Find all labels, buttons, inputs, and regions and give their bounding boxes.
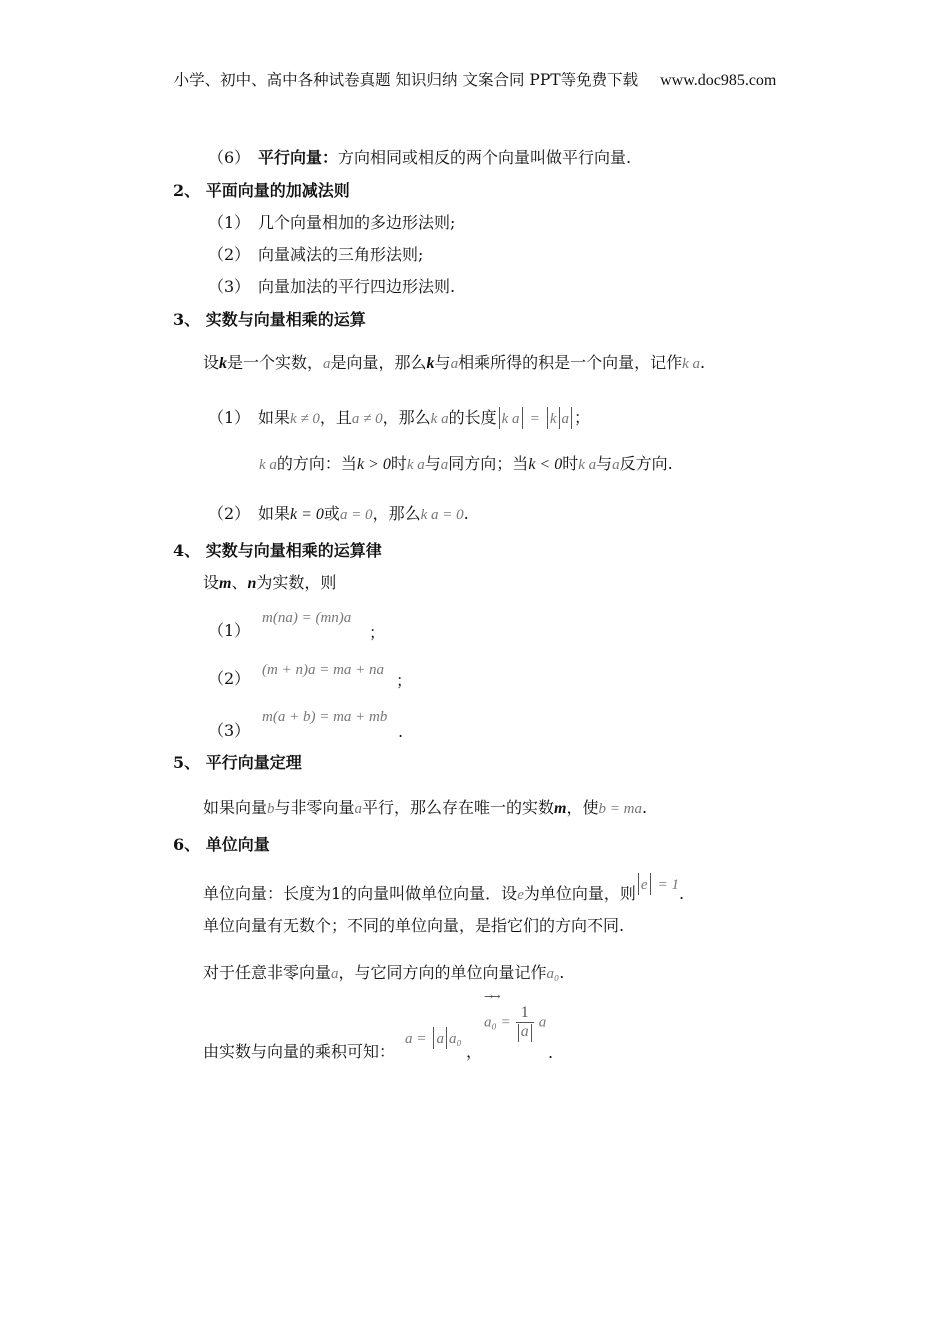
- s4-law-2: [208, 669, 258, 689]
- fraction: [516, 1004, 534, 1042]
- math-lhs: a₀ =: [484, 1014, 511, 1031]
- formula-distributive-scalar: (m + n)a = ma + na: [262, 662, 385, 678]
- text: ，那么: [382, 408, 431, 427]
- math-ka: k a: [578, 457, 597, 473]
- term-parallel-vector: 平行向量：: [258, 148, 339, 167]
- math-a0: a₀: [448, 1031, 462, 1047]
- section-4-title: 4、 实数与向量相乘的运算律: [173, 541, 382, 560]
- math-eq: =: [529, 411, 540, 427]
- math-condition: k > 0: [356, 456, 391, 473]
- math-a: a: [354, 801, 363, 817]
- math-condition: k = 0: [290, 506, 324, 523]
- s6-line-2: 单位向量有无数个；不同的单位向量，是指它们的方向不同.: [203, 916, 625, 935]
- item-number: （1）: [208, 213, 251, 232]
- math-a: a: [440, 457, 449, 473]
- text: .: [700, 353, 706, 372]
- text: 平行，那么存在唯一的实数: [362, 798, 555, 817]
- math-e: e: [640, 877, 648, 893]
- fraction-denominator: [516, 1023, 534, 1042]
- formula-decomposition: [405, 1027, 462, 1049]
- section-5-title: 5、 平行向量定理: [173, 753, 302, 772]
- text: 设: [203, 353, 220, 372]
- formula-parallel: b = ma: [598, 801, 642, 817]
- math-ka: k a: [406, 457, 425, 473]
- text: 如果向量: [203, 798, 268, 817]
- math-lhs: a =: [405, 1031, 427, 1047]
- formula-distributive-vector: m(a + b) = ma + mb: [262, 709, 388, 725]
- punct: ；: [396, 671, 413, 690]
- math-a: a: [331, 966, 339, 982]
- math-m: m: [554, 800, 567, 817]
- text: 的长度: [448, 408, 497, 427]
- math-e: e: [517, 887, 524, 903]
- item-parallel-vectors: [208, 148, 631, 168]
- s3-item-2: [208, 504, 469, 525]
- text: 与非零向量: [274, 798, 355, 817]
- text: 相乘所得的积是一个向量，记作: [458, 353, 683, 372]
- math-a: a: [561, 411, 570, 427]
- text: 与: [434, 353, 451, 372]
- s4-intro: [203, 573, 336, 594]
- s3-item-1-direction: [259, 454, 673, 475]
- s6-line-1: [203, 877, 685, 905]
- text: .: [463, 504, 469, 523]
- s3-item-1: [208, 407, 590, 429]
- header-text: 小学、初中、高中各种试卷真题 知识归纳 文案合同 PPT等免费下载: [173, 71, 639, 89]
- item-number: （2）: [208, 245, 251, 264]
- s3-intro: [203, 353, 705, 374]
- s6-line-3: [203, 963, 564, 984]
- text: 如果: [258, 504, 291, 523]
- text: 对于任意非零向量: [203, 963, 332, 982]
- math-k: k: [549, 411, 557, 427]
- item-number: （2）: [208, 669, 251, 688]
- text: 为单位向量，则: [523, 884, 636, 903]
- text: ，与它同方向的单位向量记作: [338, 963, 547, 982]
- text: ，那么: [372, 504, 421, 523]
- text: .: [559, 963, 565, 982]
- math-a0: a₀: [546, 966, 560, 982]
- text: 反方向.: [619, 454, 673, 473]
- math-result: k a = 0: [420, 507, 464, 523]
- item-text: 几个向量相加的多边形法则;: [258, 213, 456, 232]
- text: 如果: [258, 408, 291, 427]
- text: 时: [390, 454, 407, 473]
- text: 是一个实数，: [227, 353, 324, 372]
- math-condition: k ≠ 0: [290, 411, 320, 427]
- math-ka: k a: [682, 356, 700, 372]
- math-b: b: [267, 801, 275, 817]
- text: .: [679, 884, 685, 903]
- math-m: m: [219, 575, 232, 592]
- punct: .: [398, 722, 404, 741]
- s2-item-3: [208, 277, 455, 297]
- item-number: （2）: [208, 504, 251, 523]
- section-3-title: 3、 实数与向量相乘的运算: [173, 310, 366, 329]
- math-a: a: [538, 1014, 547, 1031]
- math-a: a: [436, 1031, 444, 1047]
- formula-unit-length: [636, 874, 679, 893]
- item-number: （6）: [208, 148, 251, 167]
- s6-line-4-text: 由实数与向量的乘积可知：: [203, 1042, 396, 1061]
- item-text: 向量减法的三角形法则;: [258, 245, 424, 264]
- header-url[interactable]: www.doc985.com: [660, 72, 777, 89]
- math-eq: = 1: [657, 877, 680, 893]
- item-number: （1）: [208, 621, 251, 640]
- s4-law-1: [208, 621, 258, 641]
- text: 的方向：当: [276, 454, 357, 473]
- punct: ；: [369, 623, 386, 642]
- item-number: （3）: [208, 277, 251, 296]
- s2-item-1: [208, 213, 455, 233]
- text: .: [641, 798, 648, 817]
- s4-law-3: [208, 721, 258, 741]
- vector-arrow-icon: →→: [484, 990, 499, 1003]
- section-6-title: 6、 单位向量: [173, 835, 270, 854]
- math-a: a: [612, 457, 620, 473]
- text: 设: [203, 573, 220, 592]
- length-formula: [497, 408, 574, 427]
- item-number: （3）: [208, 721, 251, 740]
- math-ka: k a: [430, 411, 449, 427]
- math-a: a: [450, 356, 459, 372]
- s5-theorem: [203, 798, 647, 819]
- math-a: a: [520, 1023, 529, 1040]
- fraction-numerator: 1: [516, 1004, 534, 1023]
- section-2-title: 2、 平面向量的加减法则: [173, 181, 350, 200]
- definition-text: 方向相同或相反的两个向量叫做平行向量.: [338, 148, 632, 167]
- formula-unit-vector: [484, 1004, 546, 1042]
- text: ，且: [319, 408, 352, 427]
- math-ka: k a: [259, 457, 277, 473]
- text: 、: [231, 573, 248, 592]
- text: 同方向；当: [448, 454, 529, 473]
- text: ；: [574, 408, 591, 427]
- formula-associative: m(na) = (mn)a: [262, 610, 352, 626]
- math-condition: a ≠ 0: [351, 411, 383, 427]
- math-k: k: [219, 355, 228, 372]
- math-condition: k < 0: [528, 456, 563, 473]
- text: 单位向量：长度为1的向量叫做单位向量．设: [203, 884, 518, 903]
- text: 与: [596, 454, 613, 473]
- punct: .: [548, 1043, 554, 1062]
- math-k: k: [426, 355, 435, 372]
- text: 为实数，则: [256, 573, 337, 592]
- text: ，使: [566, 798, 599, 817]
- item-number: （1）: [208, 408, 251, 427]
- text: 与: [424, 454, 441, 473]
- punct: ，: [466, 1042, 483, 1061]
- page-header: [0, 68, 950, 90]
- text: 是向量，那么: [330, 353, 427, 372]
- math-a: a: [323, 356, 331, 372]
- item-text: 向量加法的平行四边形法则.: [258, 277, 456, 296]
- math-n: n: [247, 575, 257, 592]
- math-ka: k a: [501, 411, 520, 427]
- text: 时: [562, 454, 579, 473]
- math-condition: a = 0: [339, 507, 373, 523]
- text: 或: [323, 504, 340, 523]
- s2-item-2: [208, 245, 423, 265]
